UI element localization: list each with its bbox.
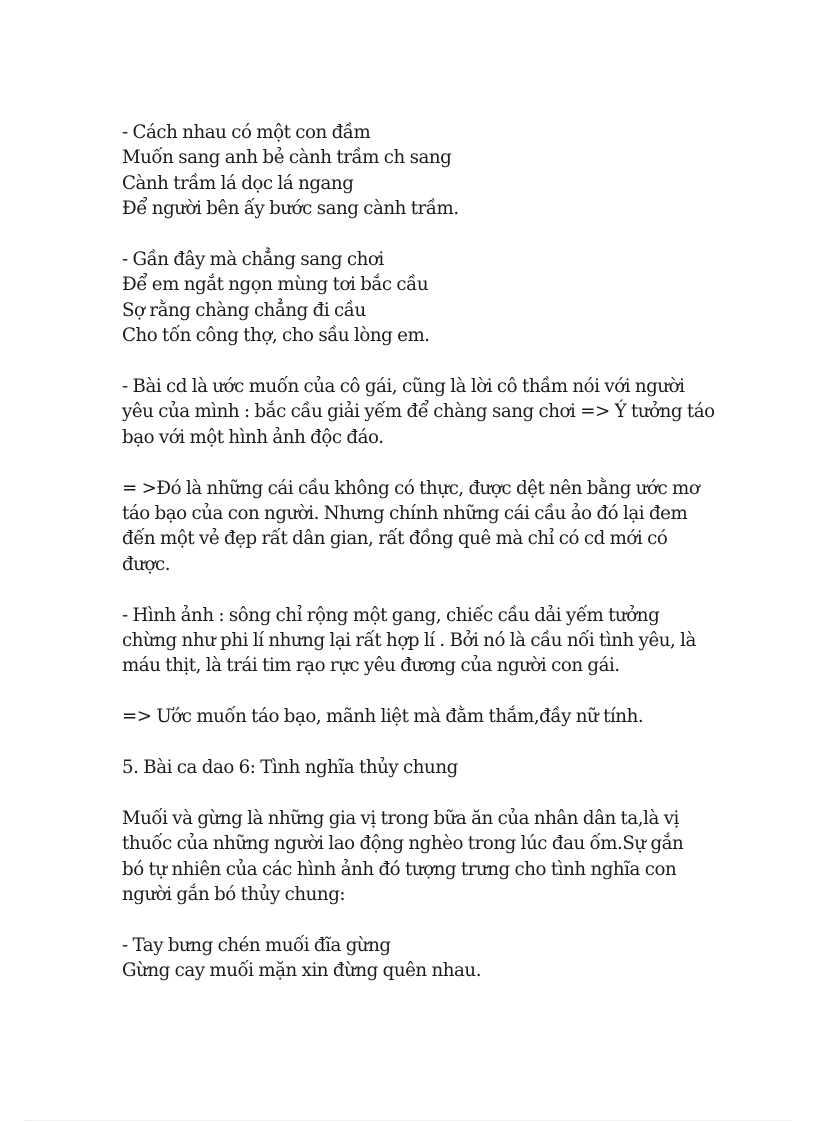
text-line: Muối và gừng là những gia vị trong bữa ăn của nhân dân ta,là vị — [122, 807, 679, 829]
poem-stanza — [122, 120, 702, 222]
heading-text: 5. Bài ca dao 6: Tình nghĩa thủy chung — [122, 757, 458, 779]
section-heading — [122, 755, 702, 780]
poem-line: Sợ rằng chàng chẳng đi cầu — [122, 299, 366, 321]
text-line: chừng như phi lí nhưng lại rất hợp lí . Bởi nó là cầu nối tình yêu, là — [122, 630, 696, 652]
salt-ginger-paragraph — [122, 806, 702, 908]
text-line: táo bạo của con người. Nhưng chính những cái cầu ảo đó lại đem — [122, 503, 688, 525]
text-line: yêu của mình : bắc cầu giải yếm để chàng sang chơi => Ý tưởng táo — [122, 401, 715, 423]
text-line: - Hình ảnh : sông chỉ rộng một gang, chiếc cầu dải yếm tưởng — [122, 604, 660, 626]
summary-paragraph — [122, 704, 702, 729]
poem-line: - Cách nhau có một con đầm — [122, 122, 371, 143]
poem-line: Muốn sang anh bẻ cành trầm ch sang — [122, 147, 452, 169]
poem-line: - Tay bưng chén muối đĩa gừng — [122, 934, 391, 956]
poem-stanza — [122, 247, 702, 349]
text-line: bó tự nhiên của các hình ảnh đó tượng trưng cho tình nghĩa con — [122, 858, 677, 880]
text-line: => Ước muốn táo bạo, mãnh liệt mà đằm thắm,đầy nữ tính. — [122, 706, 644, 728]
document-body — [122, 120, 715, 1009]
poem-line: Gừng cay muối mặn xin đừng quên nhau. — [122, 960, 482, 982]
text-line: máu thịt, là trái tim rạo rực yêu đương của người con gái. — [122, 655, 620, 677]
text-line: bạo với một hình ảnh độc đáo. — [122, 426, 384, 448]
poem-line: Cành trầm lá dọc lá ngang — [122, 172, 354, 194]
text-line: = >Đó là những cái cầu không có thực, được dệt nên bằng ước mơ — [122, 477, 700, 499]
text-line: đến một vẻ đẹp rất dân gian, rất đồng quê mà chỉ có cd mới có — [122, 528, 668, 550]
poem-line: Để em ngắt ngọn mùng tơi bắc cầu — [122, 274, 429, 296]
conclusion-paragraph — [122, 476, 702, 578]
poem-line: - Gần đây mà chẳng sang chơi — [122, 249, 384, 271]
image-paragraph — [122, 603, 702, 679]
page-bottom-divider — [24, 1120, 792, 1121]
poem-line: Cho tốn công thợ, cho sầu lòng em. — [122, 325, 430, 347]
analysis-paragraph — [122, 374, 715, 450]
text-line: được. — [122, 553, 171, 575]
poem-stanza — [122, 933, 702, 984]
poem-line: Để người bên ấy bước sang cành trầm. — [122, 198, 459, 220]
text-line: - Bài cd là ước muốn của cô gái, cũng là lời cô thầm nói với người — [122, 376, 685, 398]
text-line: người gắn bó thủy chung: — [122, 884, 346, 906]
text-line: thuốc của những người lao động nghèo trong lúc đau ốm.Sự gắn — [122, 833, 684, 855]
